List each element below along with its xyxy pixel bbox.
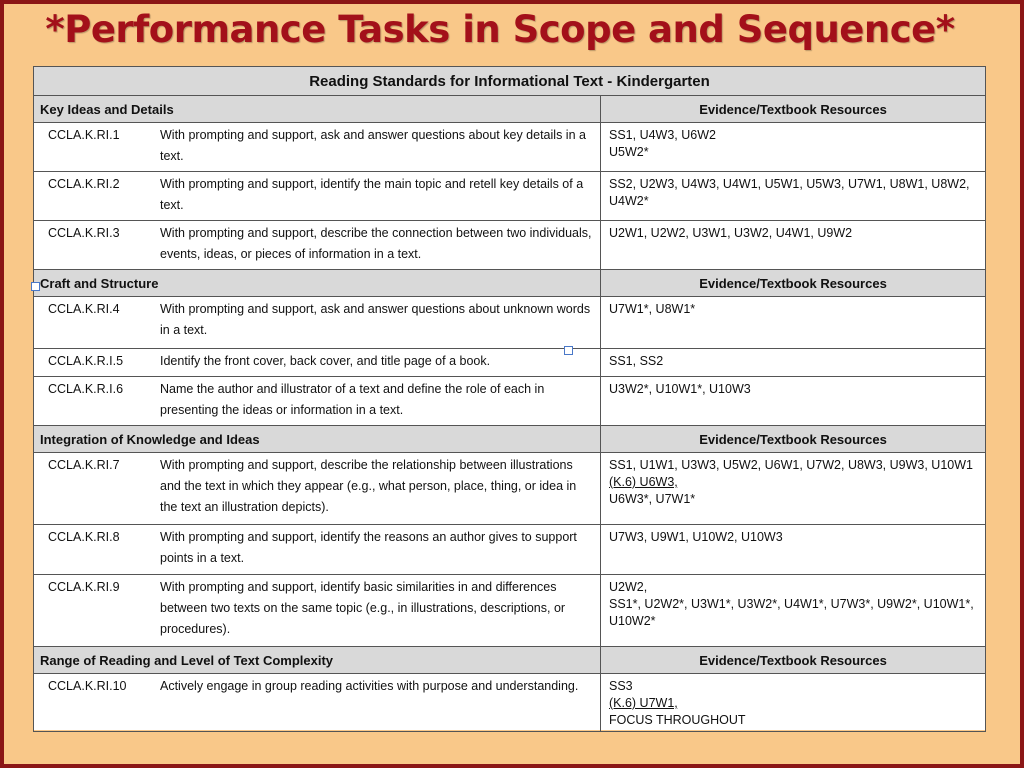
evidence-cell [601, 377, 986, 426]
standard-code: CCLA.K.R.I.6 [48, 382, 124, 396]
evidence-line: FOCUS THROUGHOUT [609, 713, 746, 727]
standard-row [34, 123, 986, 172]
standard-code: CCLA.K.RI.4 [48, 302, 120, 316]
evidence-line: SS2, U2W3, U4W3, U4W1, U5W1, U5W3, U7W1, U8W1, U8W2, U4W2* [609, 177, 970, 208]
standard-row [34, 172, 986, 221]
evidence-header: Evidence/Textbook Resources [601, 96, 986, 123]
evidence-cell [601, 674, 986, 732]
section-header-key-ideas [34, 96, 986, 123]
section-header-craft-structure [34, 270, 986, 297]
standard-description: Name the author and illustrator of a text and define the role of each in presenting the ideas or information in a text. [160, 382, 545, 417]
standard-description: With prompting and support, identify the reasons an author gives to support points in a text. [160, 530, 577, 565]
section-title: Key Ideas and Details [34, 96, 601, 123]
evidence-line: U2W1, U2W2, U3W1, U3W2, U4W1, U9W2 [609, 226, 853, 240]
standard-description: Actively engage in group reading activities with purpose and understanding. [160, 679, 579, 693]
standard-description: With prompting and support, describe the relationship between illustrations and the text in which they appear (e.g., what person, place, thing, or idea in the text an illustration depicts). [160, 458, 577, 514]
evidence-line: U7W1*, U8W1* [609, 302, 696, 316]
evidence-header: Evidence/Textbook Resources [601, 647, 986, 674]
standard-row [34, 221, 986, 270]
evidence-cell [601, 525, 986, 575]
section-title: Range of Reading and Level of Text Complexity [34, 647, 601, 674]
document-title: Reading Standards for Informational Text - Kindergarten [34, 67, 986, 96]
standard-description: With prompting and support, identify the main topic and retell key details of a text. [160, 177, 584, 212]
standard-code: CCLA.K.RI.1 [48, 128, 120, 142]
standard-row [34, 674, 986, 732]
standard-code: CCLA.K.RI.10 [48, 679, 127, 693]
evidence-cell [601, 221, 986, 270]
evidence-link: (K.6) U6W3, [609, 475, 678, 489]
standard-row [34, 575, 986, 647]
slide-title: *Performance Tasks in Scope and Sequence* [45, 8, 955, 51]
evidence-cell [601, 172, 986, 221]
evidence-cell [601, 297, 986, 349]
standard-description: With prompting and support, ask and answer questions about unknown words in a text. [160, 302, 591, 337]
standard-code: CCLA.K.RI.9 [48, 580, 120, 594]
evidence-line: U7W3, U9W1, U10W2, U10W3 [609, 530, 783, 544]
evidence-line: U2W2, [609, 580, 648, 594]
standard-code: CCLA.K.RI.3 [48, 226, 120, 240]
evidence-line: SS1, U1W1, U3W3, U5W2, U6W1, U7W2, U8W3, U9W3, U10W1 [609, 458, 973, 472]
standards-table [33, 66, 986, 732]
evidence-cell [601, 453, 986, 525]
document-title-row [34, 67, 986, 96]
text-anchor-icon [564, 346, 573, 355]
standard-row [34, 377, 986, 426]
standard-description: With prompting and support, describe the connection between two individuals, events, ideas, or pieces of information in a text. [160, 226, 592, 261]
evidence-header: Evidence/Textbook Resources [601, 426, 986, 453]
evidence-line: U3W2*, U10W1*, U10W3 [609, 382, 751, 396]
evidence-cell [601, 349, 986, 377]
standard-code: CCLA.K.R.I.5 [48, 354, 124, 368]
evidence-line: SS3 [609, 679, 633, 693]
standard-code: CCLA.K.RI.2 [48, 177, 120, 191]
standard-row [34, 297, 986, 349]
standards-document [33, 66, 986, 730]
standard-code: CCLA.K.RI.8 [48, 530, 120, 544]
standard-description: With prompting and support, ask and answer questions about key details in a text. [160, 128, 586, 163]
standard-row [34, 453, 986, 525]
standard-description: Identify the front cover, back cover, and title page of a book. [160, 354, 491, 368]
section-title: Craft and Structure [34, 270, 601, 297]
standard-code: CCLA.K.RI.7 [48, 458, 120, 472]
evidence-link: (K.6) U7W1, [609, 696, 678, 710]
evidence-line: SS1, U4W3, U6W2 [609, 128, 716, 142]
evidence-line: U6W3*, U7W1* [609, 492, 696, 506]
section-header-integration [34, 426, 986, 453]
table-move-handle-icon[interactable] [31, 282, 40, 291]
evidence-line: SS1*, U2W2*, U3W1*, U3W2*, U4W1*, U7W3*, U9W2*, U10W1*, U10W2* [609, 597, 974, 628]
standard-row [34, 349, 986, 377]
section-header-range-of-reading [34, 647, 986, 674]
evidence-header: Evidence/Textbook Resources [601, 270, 986, 297]
evidence-line: SS1, SS2 [609, 354, 664, 368]
evidence-line: U5W2* [609, 145, 649, 159]
standard-row [34, 525, 986, 575]
section-title: Integration of Knowledge and Ideas [34, 426, 601, 453]
evidence-cell [601, 123, 986, 172]
standard-description: With prompting and support, identify basic similarities in and differences between two texts on the same topic (e.g., in illustrations, descriptions, or procedures). [160, 580, 566, 636]
evidence-cell [601, 575, 986, 647]
